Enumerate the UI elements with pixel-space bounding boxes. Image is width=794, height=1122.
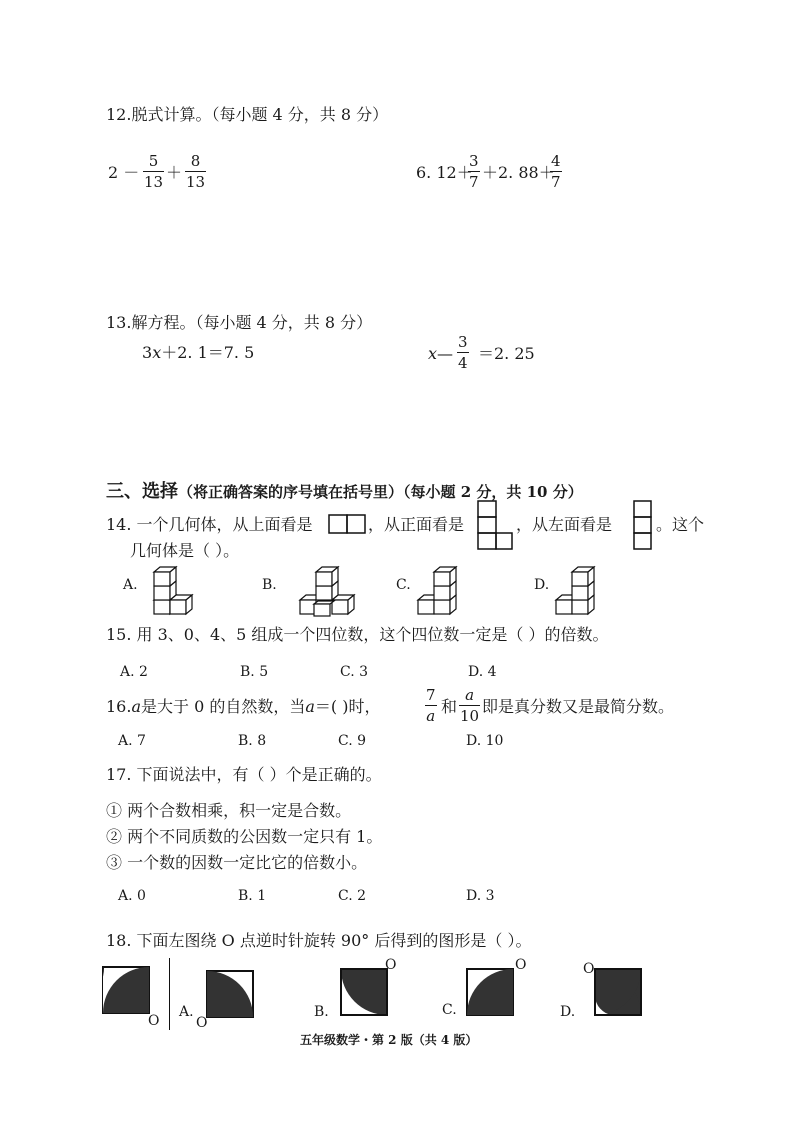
q13-equation-2-fraction: 3 4 [458,333,468,372]
q14-line1-d: 。这个 [656,515,705,534]
q16-option-a: A. 7 [118,733,146,749]
q16-text-start: 16.a是大于 0 的自然数，当a＝( )时， [106,697,381,716]
option-b-figure [338,966,390,1018]
q16-option-d: D. 10 [466,733,504,749]
cube-stack-c-icon [416,556,461,618]
q18-option-c-label: C. [442,1002,457,1018]
cube-stack-d-icon [554,556,599,618]
q13-equation-2-left: x— [428,344,454,363]
q17-text: 17. 下面说法中，有（ ）个是正确的。 [106,765,382,784]
q17-option-a: A. 0 [118,888,146,904]
figure-divider [169,958,170,1030]
q13-equation-2-right: ＝2. 25 [478,344,535,363]
option-a-point-o-label: O [196,1015,208,1031]
q12-expr1-fraction-2: 8 13 [186,152,206,191]
q12-expr1-fraction-1: 5 13 [144,152,164,191]
q12-expr2-mid: ＋2. 88＋ [482,163,555,182]
source-point-o-label: O [148,1013,160,1029]
q16-and: 和 [441,697,458,716]
option-c-point-o-label: O [515,957,527,973]
q18-option-d-label: D. [560,1004,576,1020]
q17-statement-1: ① 两个合数相乘，积一定是合数。 [106,801,352,820]
q15-option-d: D. 4 [468,664,497,680]
q16-fraction-2: a 10 [460,686,480,725]
q12-expr2-fraction-2: 4 7 [551,152,561,191]
q12-expr1-lead: 2 － [108,163,140,182]
q15-option-c: C. 3 [340,664,369,680]
q17-option-d: D. 3 [466,888,495,904]
q18-text: 18. 下面左图绕 O 点逆时针旋转 90° 后得到的图形是（ ）。 [106,931,532,950]
q15-option-a: A. 2 [120,664,148,680]
q15-text: 15. 用 3、0、4、5 组成一个四位数，这个四位数一定是（ ）的倍数。 [106,625,609,644]
q18-option-a-label: A. [179,1004,194,1020]
q14-option-d-label: D. [534,577,550,593]
front-view-icon [476,499,516,553]
q16-option-b: B. 8 [238,733,267,749]
q14-line1-c: ，从左面看是 [516,515,613,534]
q12-expr2-lead: 6. 12＋ [416,163,473,182]
q12-expr1-op: ＋ [166,163,183,182]
q17-statement-2: ② 两个不同质数的公因数一定只有 1。 [106,827,383,846]
q14-option-b-label: B. [262,577,277,593]
q14-option-c-label: C. [396,577,411,593]
q12-expr2-fraction-1: 3 7 [469,152,479,191]
q17-option-c: C. 2 [338,888,367,904]
page-footer: 五年级数学・第 2 版（共 4 版） [300,1033,478,1047]
cube-stack-b-icon [298,556,358,618]
q17-option-b: B. 1 [238,888,267,904]
q12-title: 12.脱式计算。（每小题 4 分，共 8 分） [106,105,389,124]
q16-fraction-1: 7 a [426,686,436,725]
q14-line2: 几何体是（ ）。 [130,541,240,560]
option-c-figure [464,966,516,1018]
option-b-point-o-label: O [385,957,397,973]
q17-statement-3: ③ 一个数的因数一定比它的倍数小。 [106,853,368,872]
q13-equation-1: 3x＋2. 1＝7. 5 [142,343,255,362]
section-3-heading: 三、选择（将正确答案的序号填在括号里）（每小题 2 分，共 10 分） [106,481,583,502]
q16-text-end: 即是真分数又是最简分数。 [482,697,675,716]
q14-option-a-label: A. [123,577,138,593]
option-d-point-o-label: O [583,961,595,977]
q14-line1-a: 14. 一个几何体，从上面看是 [106,515,313,534]
left-view-icon [632,499,654,553]
q18-option-b-label: B. [314,1004,329,1020]
cube-stack-a-icon [150,556,195,618]
q13-title: 13.解方程。（每小题 4 分，共 8 分） [106,313,373,332]
option-d-figure [592,966,648,1022]
q14-line1-b: ，从正面看是 [368,515,465,534]
top-view-icon [328,513,368,535]
q16-option-c: C. 9 [338,733,367,749]
option-a-figure [204,968,256,1020]
q15-option-b: B. 5 [240,664,269,680]
